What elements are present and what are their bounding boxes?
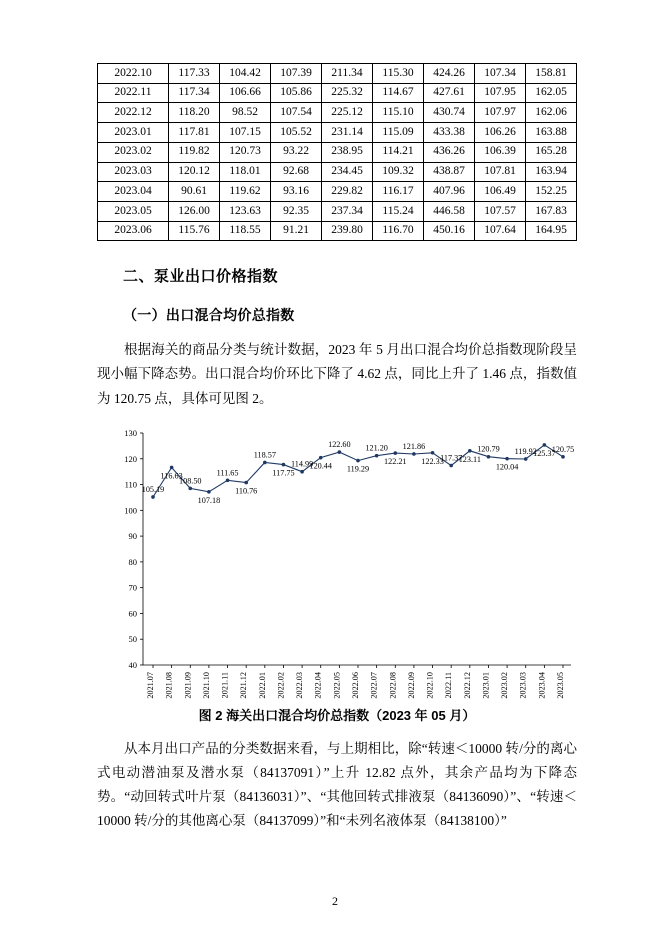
svg-text:122.60: 122.60 xyxy=(328,439,351,449)
svg-text:119.92: 119.92 xyxy=(514,446,537,456)
svg-text:123.11: 123.11 xyxy=(458,454,481,464)
table-cell-period: 2023.02 xyxy=(98,142,169,162)
svg-text:2022.03: 2022.03 xyxy=(295,671,305,699)
table-cell: 162.05 xyxy=(526,83,577,103)
table-cell: 225.12 xyxy=(322,103,373,123)
table-cell: 427.61 xyxy=(424,83,475,103)
table-cell-period: 2023.05 xyxy=(98,202,169,222)
table-cell: 123.63 xyxy=(220,202,271,222)
svg-text:122.21: 122.21 xyxy=(384,456,407,466)
table-cell: 158.81 xyxy=(526,64,577,84)
table-cell: 119.82 xyxy=(169,142,220,162)
svg-text:108.50: 108.50 xyxy=(179,475,202,485)
table-cell-period: 2023.04 xyxy=(98,182,169,202)
line-chart xyxy=(97,425,577,703)
table-cell: 239.80 xyxy=(322,221,373,241)
svg-text:2022.09: 2022.09 xyxy=(406,671,416,699)
svg-text:125.37: 125.37 xyxy=(533,448,556,458)
svg-text:2021.12: 2021.12 xyxy=(239,671,249,699)
table-cell: 238.95 xyxy=(322,142,373,162)
svg-text:2021.07: 2021.07 xyxy=(146,671,155,699)
table-row xyxy=(98,123,577,143)
table-cell: 126.00 xyxy=(169,202,220,222)
svg-text:2023.04: 2023.04 xyxy=(537,671,547,699)
table-cell: 229.82 xyxy=(322,182,373,202)
table-cell: 115.30 xyxy=(373,64,424,84)
price-index-table xyxy=(97,63,577,241)
svg-text:122.33: 122.33 xyxy=(421,456,444,466)
svg-text:120.79: 120.79 xyxy=(477,444,500,454)
table-cell: 115.76 xyxy=(169,221,220,241)
svg-text:2022.07: 2022.07 xyxy=(369,671,379,699)
table-cell: 225.32 xyxy=(322,83,373,103)
svg-text:2022.02: 2022.02 xyxy=(276,671,286,699)
subsection-heading: （一）出口混合均价总指数 xyxy=(123,307,295,324)
table-cell: 106.66 xyxy=(220,83,271,103)
page-content xyxy=(97,0,577,833)
svg-text:70: 70 xyxy=(128,582,137,593)
table-cell: 107.64 xyxy=(475,221,526,241)
svg-text:2023.01: 2023.01 xyxy=(481,671,491,699)
section-heading: 二、泵业出口价格指数 xyxy=(123,268,279,286)
table-cell: 163.88 xyxy=(526,123,577,143)
page-number: 2 xyxy=(332,894,338,908)
table-cell: 164.95 xyxy=(526,221,577,241)
table-cell: 430.74 xyxy=(424,103,475,123)
svg-text:2021.09: 2021.09 xyxy=(183,671,193,699)
table-cell: 114.21 xyxy=(373,142,424,162)
table-body xyxy=(98,64,577,241)
table-cell: 106.39 xyxy=(475,142,526,162)
table-cell: 117.81 xyxy=(169,123,220,143)
figure-caption: 图 2 海关出口混合均价总指数（2023 年 05 月） xyxy=(198,707,476,723)
table-cell: 91.21 xyxy=(271,221,322,241)
table-cell: 424.26 xyxy=(424,64,475,84)
svg-text:40: 40 xyxy=(128,659,137,670)
table-cell: 92.35 xyxy=(271,202,322,222)
table-cell: 433.38 xyxy=(424,123,475,143)
table-cell: 106.49 xyxy=(475,182,526,202)
svg-text:114.99: 114.99 xyxy=(290,459,314,469)
table-cell: 120.73 xyxy=(220,142,271,162)
table-cell: 231.14 xyxy=(322,123,373,143)
table-cell: 105.86 xyxy=(271,83,322,103)
table-cell: 107.34 xyxy=(475,64,526,84)
svg-text:100: 100 xyxy=(124,504,137,515)
table-cell: 107.57 xyxy=(475,202,526,222)
paragraph-analysis: 从本月出口产品的分类数据来看，与上期相比，除“转速＜10000 转/分的离心式电动潜油泵及潜水泵（84137091）”上升 12.82 点外，其余产品均为下降态势。“动回转式叶片泵（84136031）”、“其他回转式排液泵（84136090）”、“转速＜10000 转/分的其他离心泵（84137099）”和“未列名液体泵（84138100）” xyxy=(97,740,577,828)
table-cell: 163.94 xyxy=(526,162,577,182)
svg-text:80: 80 xyxy=(128,556,137,567)
table-cell: 167.83 xyxy=(526,202,577,222)
svg-text:120.75: 120.75 xyxy=(551,444,575,454)
svg-text:2022.11: 2022.11 xyxy=(444,671,454,698)
svg-text:117.37: 117.37 xyxy=(440,453,463,463)
table-cell: 162.06 xyxy=(526,103,577,123)
table-cell-period: 2022.10 xyxy=(98,64,169,84)
svg-text:2023.02: 2023.02 xyxy=(500,671,510,699)
table-cell: 93.22 xyxy=(271,142,322,162)
table-cell: 106.26 xyxy=(475,123,526,143)
svg-text:116.63: 116.63 xyxy=(160,470,183,480)
svg-text:107.18: 107.18 xyxy=(197,495,221,505)
table-cell: 116.17 xyxy=(373,182,424,202)
svg-text:117.75: 117.75 xyxy=(272,468,295,478)
svg-text:121.86: 121.86 xyxy=(402,441,426,451)
svg-text:2022.04: 2022.04 xyxy=(313,671,323,699)
table-cell: 450.16 xyxy=(424,221,475,241)
svg-text:2023.05: 2023.05 xyxy=(556,671,565,699)
svg-text:111.65: 111.65 xyxy=(216,467,239,477)
table-cell: 107.15 xyxy=(220,123,271,143)
svg-text:50: 50 xyxy=(128,633,137,644)
svg-text:110.76: 110.76 xyxy=(235,486,258,496)
table-cell: 436.26 xyxy=(424,142,475,162)
svg-text:110: 110 xyxy=(124,479,137,490)
table-cell: 114.67 xyxy=(373,83,424,103)
table-cell: 109.32 xyxy=(373,162,424,182)
svg-text:119.29: 119.29 xyxy=(346,464,370,474)
table-cell-period: 2023.01 xyxy=(98,123,169,143)
svg-text:120.04: 120.04 xyxy=(495,462,519,472)
table-cell: 115.09 xyxy=(373,123,424,143)
table-row xyxy=(98,142,577,162)
table-cell: 115.10 xyxy=(373,103,424,123)
svg-text:121.20: 121.20 xyxy=(365,443,388,453)
table-cell-period: 2022.11 xyxy=(98,83,169,103)
table-cell: 120.12 xyxy=(169,162,220,182)
table-cell: 165.28 xyxy=(526,142,577,162)
svg-text:2023.03: 2023.03 xyxy=(518,671,528,699)
svg-text:2022.10: 2022.10 xyxy=(425,671,435,699)
table-cell: 118.20 xyxy=(169,103,220,123)
table-cell: 117.34 xyxy=(169,83,220,103)
svg-text:118.57: 118.57 xyxy=(253,449,276,459)
svg-text:2021.08: 2021.08 xyxy=(164,671,174,699)
table-cell: 407.96 xyxy=(424,182,475,202)
table-cell: 104.42 xyxy=(220,64,271,84)
table-cell: 107.54 xyxy=(271,103,322,123)
table-cell: 237.34 xyxy=(322,202,373,222)
table-row xyxy=(98,64,577,84)
svg-text:60: 60 xyxy=(128,607,137,618)
svg-text:130: 130 xyxy=(124,427,137,438)
table-row xyxy=(98,221,577,241)
chart-svg xyxy=(97,425,577,703)
table-row xyxy=(98,103,577,123)
table-cell: 107.95 xyxy=(475,83,526,103)
table-cell: 98.52 xyxy=(220,103,271,123)
table-cell: 107.81 xyxy=(475,162,526,182)
table-cell: 118.01 xyxy=(220,162,271,182)
table-cell: 211.34 xyxy=(322,64,373,84)
table-cell: 90.61 xyxy=(169,182,220,202)
table-cell: 234.45 xyxy=(322,162,373,182)
table-cell: 116.70 xyxy=(373,221,424,241)
table-cell: 446.58 xyxy=(424,202,475,222)
svg-text:105.19: 105.19 xyxy=(141,484,165,494)
table-row xyxy=(98,83,577,103)
svg-text:120.44: 120.44 xyxy=(309,461,332,471)
table-cell: 152.25 xyxy=(526,182,577,202)
svg-text:2022.06: 2022.06 xyxy=(351,671,360,699)
table-cell: 115.24 xyxy=(373,202,424,222)
table-cell: 438.87 xyxy=(424,162,475,182)
svg-text:120: 120 xyxy=(124,453,137,464)
table-cell-period: 2022.12 xyxy=(98,103,169,123)
svg-text:2022.01: 2022.01 xyxy=(257,671,267,699)
table-cell: 92.68 xyxy=(271,162,322,182)
svg-text:2021.11: 2021.11 xyxy=(220,671,230,698)
svg-text:2022.05: 2022.05 xyxy=(332,671,342,699)
table-cell: 93.16 xyxy=(271,182,322,202)
paragraph-intro: 根据海关的商品分类与统计数据，2023 年 5 月出口混合均价总指数现阶段呈现小幅下降态势。出口混合均价环比下降了 4.62 点，同比上升了 1.46 点，指数值为 120.75 点，具体可见图 2。 xyxy=(97,342,577,406)
table-cell: 119.62 xyxy=(220,182,271,202)
table-row xyxy=(98,202,577,222)
svg-text:2021.10: 2021.10 xyxy=(201,671,211,699)
table-cell-period: 2023.03 xyxy=(98,162,169,182)
table-cell: 117.33 xyxy=(169,64,220,84)
svg-text:2022.12: 2022.12 xyxy=(462,671,472,699)
table-row xyxy=(98,182,577,202)
table-cell: 118.55 xyxy=(220,221,271,241)
table-cell: 107.39 xyxy=(271,64,322,84)
table-cell: 107.97 xyxy=(475,103,526,123)
svg-text:2022.08: 2022.08 xyxy=(388,671,398,699)
svg-text:90: 90 xyxy=(128,530,137,541)
table-row xyxy=(98,162,577,182)
table-cell-period: 2023.06 xyxy=(98,221,169,241)
table-cell: 105.52 xyxy=(271,123,322,143)
